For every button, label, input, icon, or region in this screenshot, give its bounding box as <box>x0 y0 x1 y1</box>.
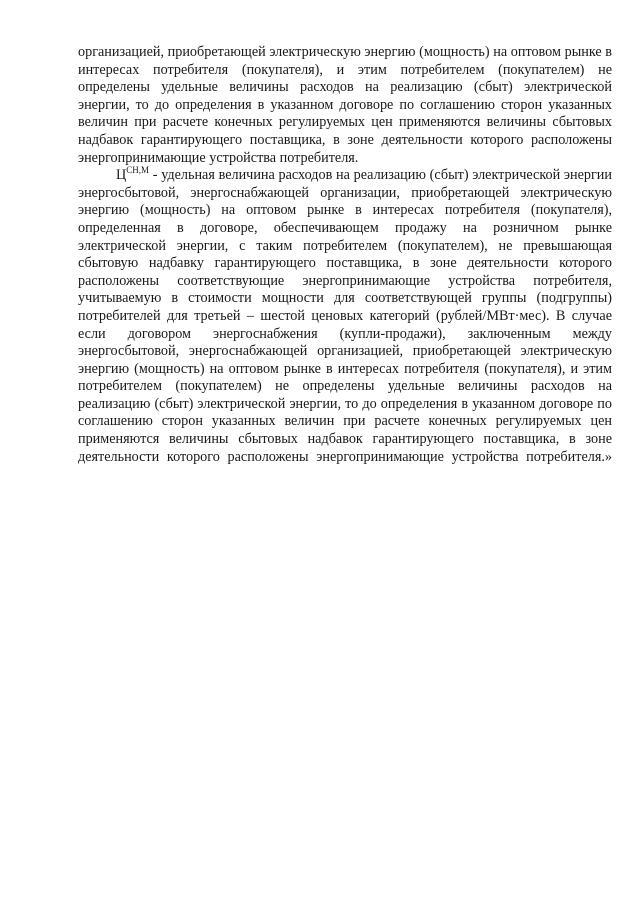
paragraph-definition <box>78 167 612 466</box>
document-page <box>78 44 612 466</box>
paragraph-continuation: организацией, приобретающей электрическую энергию (мощность) на оптовом рынке в интересах потребителя (покупателя), и этим потребителем (покупателем) не определены удельные величины расходов на реализацию (сбыт) электрической энергии, то до определения в указанном договоре по соглашению сторон указанных величин при расчете конечных регулируемых цен применяются величины сбытовых надбавок гарантирующего поставщика, в зоне деятельности которого расположены энергопринимающие устройства потребителя. <box>78 44 612 166</box>
definition-text: - удельная величина расходов на реализацию (сбыт) электрической энергии энергосбытовой, энергоснабжающей организации, приобретающей электрическую энергию (мощность) на оптовом рынке в интересах потребителя (покупателя), определенная в договоре, обеспечивающем продажу на розничном рынке электрической энергии, с таким потребителем (покупателем), не превышающая сбытовую надбавку гарантирующего поставщика, в зоне деятельности которого расположены соответствующие энергопринимающие устройства потребителя, учитываемую в стоимости мощности для соответствующей группы (подгруппы) потребителей для третьей – шестой ценовых категорий (рублей/МВт·мес). В случае если договором энергоснабжения (купли-продажи), заключенным между энергосбытовой, энергоснабжающей организацией, приобретающей электрическую энергию (мощность) на оптовом рынке в интересах потребителя (покупателя), и этим потребителем (покупателем) не определены удельные величины расходов на реализацию (сбыт) электрической энергии, то до определения в указанном договоре по соглашению сторон указанных величин при расчете конечных регулируемых цен применяются величины сбытовых надбавок гарантирующего поставщика, в зоне деятельности которого расположены энергопринимающие устройства потребителя.» <box>78 167 612 465</box>
symbol-superscript: СН,М <box>126 165 150 176</box>
formula-symbol <box>116 167 149 183</box>
symbol-base: Ц <box>116 167 127 184</box>
